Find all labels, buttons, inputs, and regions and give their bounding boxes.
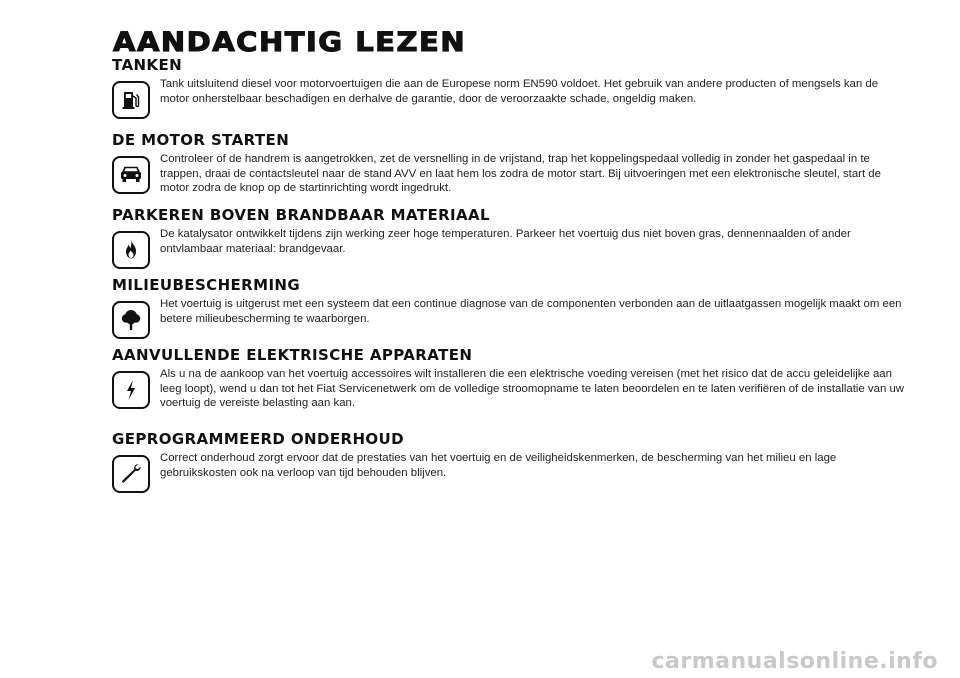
- section-heading: DE MOTOR STARTEN: [112, 131, 290, 149]
- section-heading: TANKEN: [112, 56, 183, 74]
- page-title: AANDACHTIG LEZEN: [113, 26, 467, 58]
- section-motor-starten: [112, 131, 912, 196]
- section-text: De katalysator ontwikkelt tijdens zijn werking zeer hoge temperaturen. Parkeer het voertuig dus niet boven gras, dennennaalden of ander ontvlambaar materiaal: brandgevaar.: [160, 228, 851, 255]
- wrench-icon: [112, 455, 150, 493]
- section-heading: MILIEUBESCHERMING: [112, 276, 301, 294]
- section-text: Het voertuig is uitgerust met een systeem dat een continue diagnose van de componenten verbonden aan de uitlaatgassen mogelijk maakt om een betere milieubescherming te waarborgen.: [160, 298, 902, 325]
- car-icon: [112, 156, 150, 194]
- section-text: Tank uitsluitend diesel voor motorvoertuigen die aan de Europese norm EN590 voldoet. Het gebruik van andere producten of mengsels kan de motor onherstelbaar beschadigen en derhalve de garantie, door de veroorzaakte schade, ongeldig maken.: [160, 78, 879, 105]
- section-heading: PARKEREN BOVEN BRANDBAAR MATERIAAL: [112, 206, 491, 224]
- section-heading: AANVULLENDE ELEKTRISCHE APPARATEN: [112, 346, 473, 364]
- section-text: Als u na de aankoop van het voertuig accessoires wilt installeren die een elektrische voeding vereisen (met het risico dat de accu geleidelijke aan leeg loopt), wend u dan tot het Fiat Servicenetwerk om de volledige stroomopname te laten beoordelen en te laten verifiëren of de installatie van uw voertuig de vereiste belasting aan kan.: [160, 368, 905, 410]
- section-parkeren: [112, 206, 912, 269]
- section-text: Controleer of de handrem is aangetrokken, zet de versnelling in de vrijstand, trap het koppelingspedaal volledig in zonder het gaspedaal in te trappen, draai de contactsleutel naar de stand AVV en laat hem los zodra de motor start. Bij uitvoeringen met een elektronische sleutel, start de motor zodra de knop op de startinrichting wordt ingedrukt.: [160, 153, 881, 195]
- tree-icon: [112, 301, 150, 339]
- section-tanken: [112, 56, 912, 119]
- fuel-pump-icon: [112, 81, 150, 119]
- watermark: carmanualsonline.info: [651, 649, 938, 674]
- section-milieubescherming: [112, 276, 912, 339]
- lightning-icon: [112, 371, 150, 409]
- section-heading: GEPROGRAMMEERD ONDERHOUD: [112, 430, 404, 448]
- section-text: Correct onderhoud zorgt ervoor dat de prestaties van het voertuig en de veiligheidskenmerken, de bescherming van het milieu en lage gebruikskosten ook na verloop van tijd behouden blijven.: [160, 452, 837, 479]
- flame-icon: [112, 231, 150, 269]
- section-onderhoud: [112, 430, 912, 493]
- section-elektrische-apparaten: [112, 346, 912, 411]
